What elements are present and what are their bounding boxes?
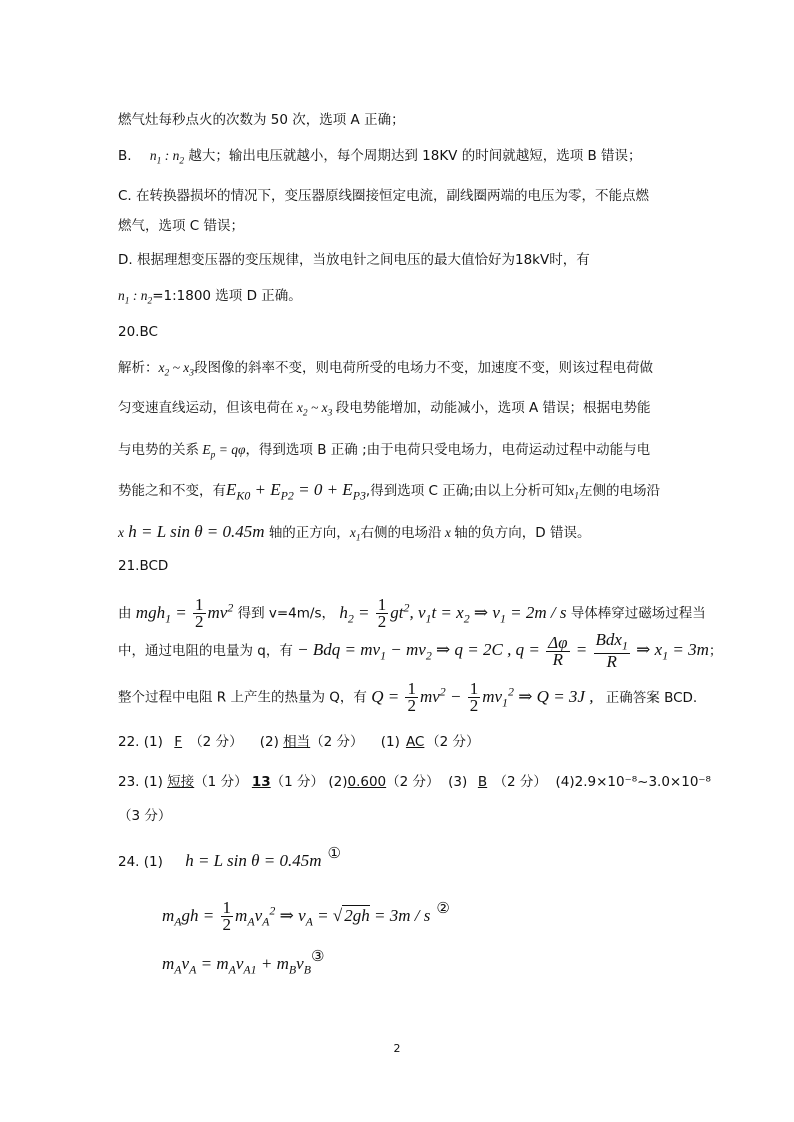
formula: h = L sin θ = 0.45m (185, 851, 322, 870)
part-label: (3) (448, 774, 468, 790)
answer: 0.600 (347, 774, 387, 790)
text-line (118, 358, 653, 384)
text: 整个过程中电阻 R 上产生的热量为 Q，有 (118, 689, 367, 706)
text-line (118, 632, 722, 673)
formula: Q = $\frac{1}{2}$ $mv^2$ − $\frac{1}{2}$ $mv_1^2$ ⇒ Q = 3J , (371, 679, 594, 716)
answer: 短接 (167, 774, 195, 790)
formula: $m_Agh$ = $\frac{1}{2}$ $m_Av_A^2$ ⇒ $v_A$ = √ 2gh = 3m / s (162, 898, 431, 935)
formula: x (441, 525, 455, 540)
text: 由 (118, 605, 132, 622)
score: （1 分） (194, 774, 248, 790)
text-line (118, 674, 697, 719)
formula: $x_1$ (568, 483, 579, 502)
text: 左侧的电场沿 (578, 483, 660, 499)
q24-line (118, 846, 341, 877)
part-label: (1) (380, 734, 400, 750)
formula: − Bdq = $mv_1 - mv_2$ ⇒ q = 2C (297, 640, 503, 663)
text-line (118, 440, 650, 466)
text-line (118, 480, 660, 507)
option-label: B. (118, 148, 132, 164)
text: 越大；输出电压就越小，每个周期达到 18KV 的时间就越短，选项 B 错误； (188, 148, 642, 164)
text: =1:1800 (152, 288, 211, 304)
text: 正确答案 BCD. (605, 689, 698, 706)
text: 燃气灶每秒点火的次数为 50 次，选项 A 正确； (118, 112, 405, 128)
equation-number: ③ (310, 947, 325, 965)
q23-line (118, 772, 711, 792)
formula: mgh$_1$ = $\frac{1}{2}$ $mv^2$ (135, 595, 234, 632)
formula: x (118, 525, 124, 540)
answer: (4)2.9×10⁻⁸~3.0×10⁻⁸ (555, 774, 711, 790)
equation-line (162, 890, 450, 941)
text: 解析： (118, 360, 159, 376)
page-number: 2 (393, 1042, 401, 1055)
answer: 13 (251, 774, 271, 790)
formula: $h_2$ = $\frac{1}{2}$ $gt^2$, $v_1t = x_2$ ⇒ $v_1 = 2m / s$ (339, 595, 567, 632)
formula: h = L sin θ = 0.45m (124, 522, 269, 541)
part-label: (2) (259, 734, 279, 750)
text-line (118, 286, 302, 312)
question-number (118, 556, 168, 576)
part-label: (2) (328, 774, 348, 790)
question-label: 22. (1) (118, 734, 163, 750)
question-label: 23. (1) (118, 774, 163, 790)
question-number (118, 322, 158, 342)
formula: $x_2$ ~ $x_3$ (158, 360, 194, 379)
text: 段电势能增加，动能减小，选项 A 错误；根据电势能 (335, 400, 651, 416)
text: 轴的负方向，D 错误。 (454, 525, 591, 541)
text: D. 根据理想变压器的变压规律，当放电针之间电压的最大值恰好为18kV时，有 (118, 252, 590, 268)
score: （1 分） (270, 774, 325, 790)
text: 与电势的关系 (118, 442, 199, 458)
formula: $n_1$ : $n_2$ (118, 288, 153, 307)
text-line (118, 398, 651, 424)
formula: $x_2$ ~ $x_3$ (293, 400, 333, 419)
formula: $E_{K0} + E_{P2} = 0 + E_{P3}$ (226, 480, 366, 503)
score: （3 分） (118, 808, 172, 824)
text-line (118, 216, 244, 236)
option-b-line (118, 146, 642, 172)
text: 21.BCD (118, 558, 169, 574)
q22-line (118, 732, 480, 752)
text: 得到 v=4m/s， (237, 605, 336, 622)
answer: F (174, 734, 183, 750)
text-line (118, 806, 171, 826)
answer: AC (405, 734, 425, 750)
text: 导体棒穿过磁场过程当 (570, 605, 706, 622)
formula: $x_1$ (349, 525, 361, 544)
text: ，得到选项 B 正确 ;由于电荷只受电场力，电荷运动过程中动能与电 (245, 442, 651, 458)
text: 右侧的电场沿 (360, 525, 442, 541)
text-line (118, 522, 590, 549)
text-line (118, 110, 405, 130)
text: 势能之和不变，有 (118, 483, 226, 499)
answer: B (477, 774, 488, 790)
text: 20.BC (118, 324, 158, 340)
text: ,得到选项 C 正确;由以上分析可知 (365, 483, 569, 499)
text: ； (708, 643, 723, 660)
score: （2 分） (493, 774, 547, 790)
formula: , q = $\frac{\Delta\varphi}{R}$ = $\frac{Bdx_1}{R}$ ⇒ $x_1 = 3m$ (507, 630, 709, 672)
formula: $E_p = q\varphi$ (199, 442, 246, 461)
text-line (118, 590, 706, 635)
score: （2 分） (310, 734, 364, 750)
text: 轴的正方向， (268, 525, 350, 541)
equation-line (162, 947, 325, 983)
formula: $n_1$ : $n_2$ (149, 148, 185, 167)
text: 段图像的斜率不变，则电荷所受的电场力不变，加速度不变，则该过程电荷做 (193, 360, 653, 376)
option-c-line (118, 186, 649, 206)
answer: 相当 (283, 734, 311, 750)
text: 匀变速直线运动，但该电荷在 (118, 400, 294, 416)
equation-number: ① (327, 844, 341, 862)
text: C. 在转换器损坏的情况下，变压器原线圈接恒定电流，副线圈两端的电压为零，不能点燃 (118, 188, 650, 204)
text: 燃气，选项 C 错误； (118, 218, 245, 234)
equation-number: ② (436, 898, 450, 917)
score: （2 分） (386, 774, 440, 790)
question-label: 24. (1) (118, 854, 163, 870)
score: （2 分） (426, 734, 480, 750)
formula: $m_Av_A = m_Av_{A1} + m_Bv_B$ (162, 954, 311, 977)
text: 选项 D 正确。 (215, 288, 302, 304)
text: 中，通过电阻的电量为 q，有 (118, 643, 293, 660)
score: （2 分） (189, 734, 243, 750)
option-d-line (118, 250, 590, 270)
